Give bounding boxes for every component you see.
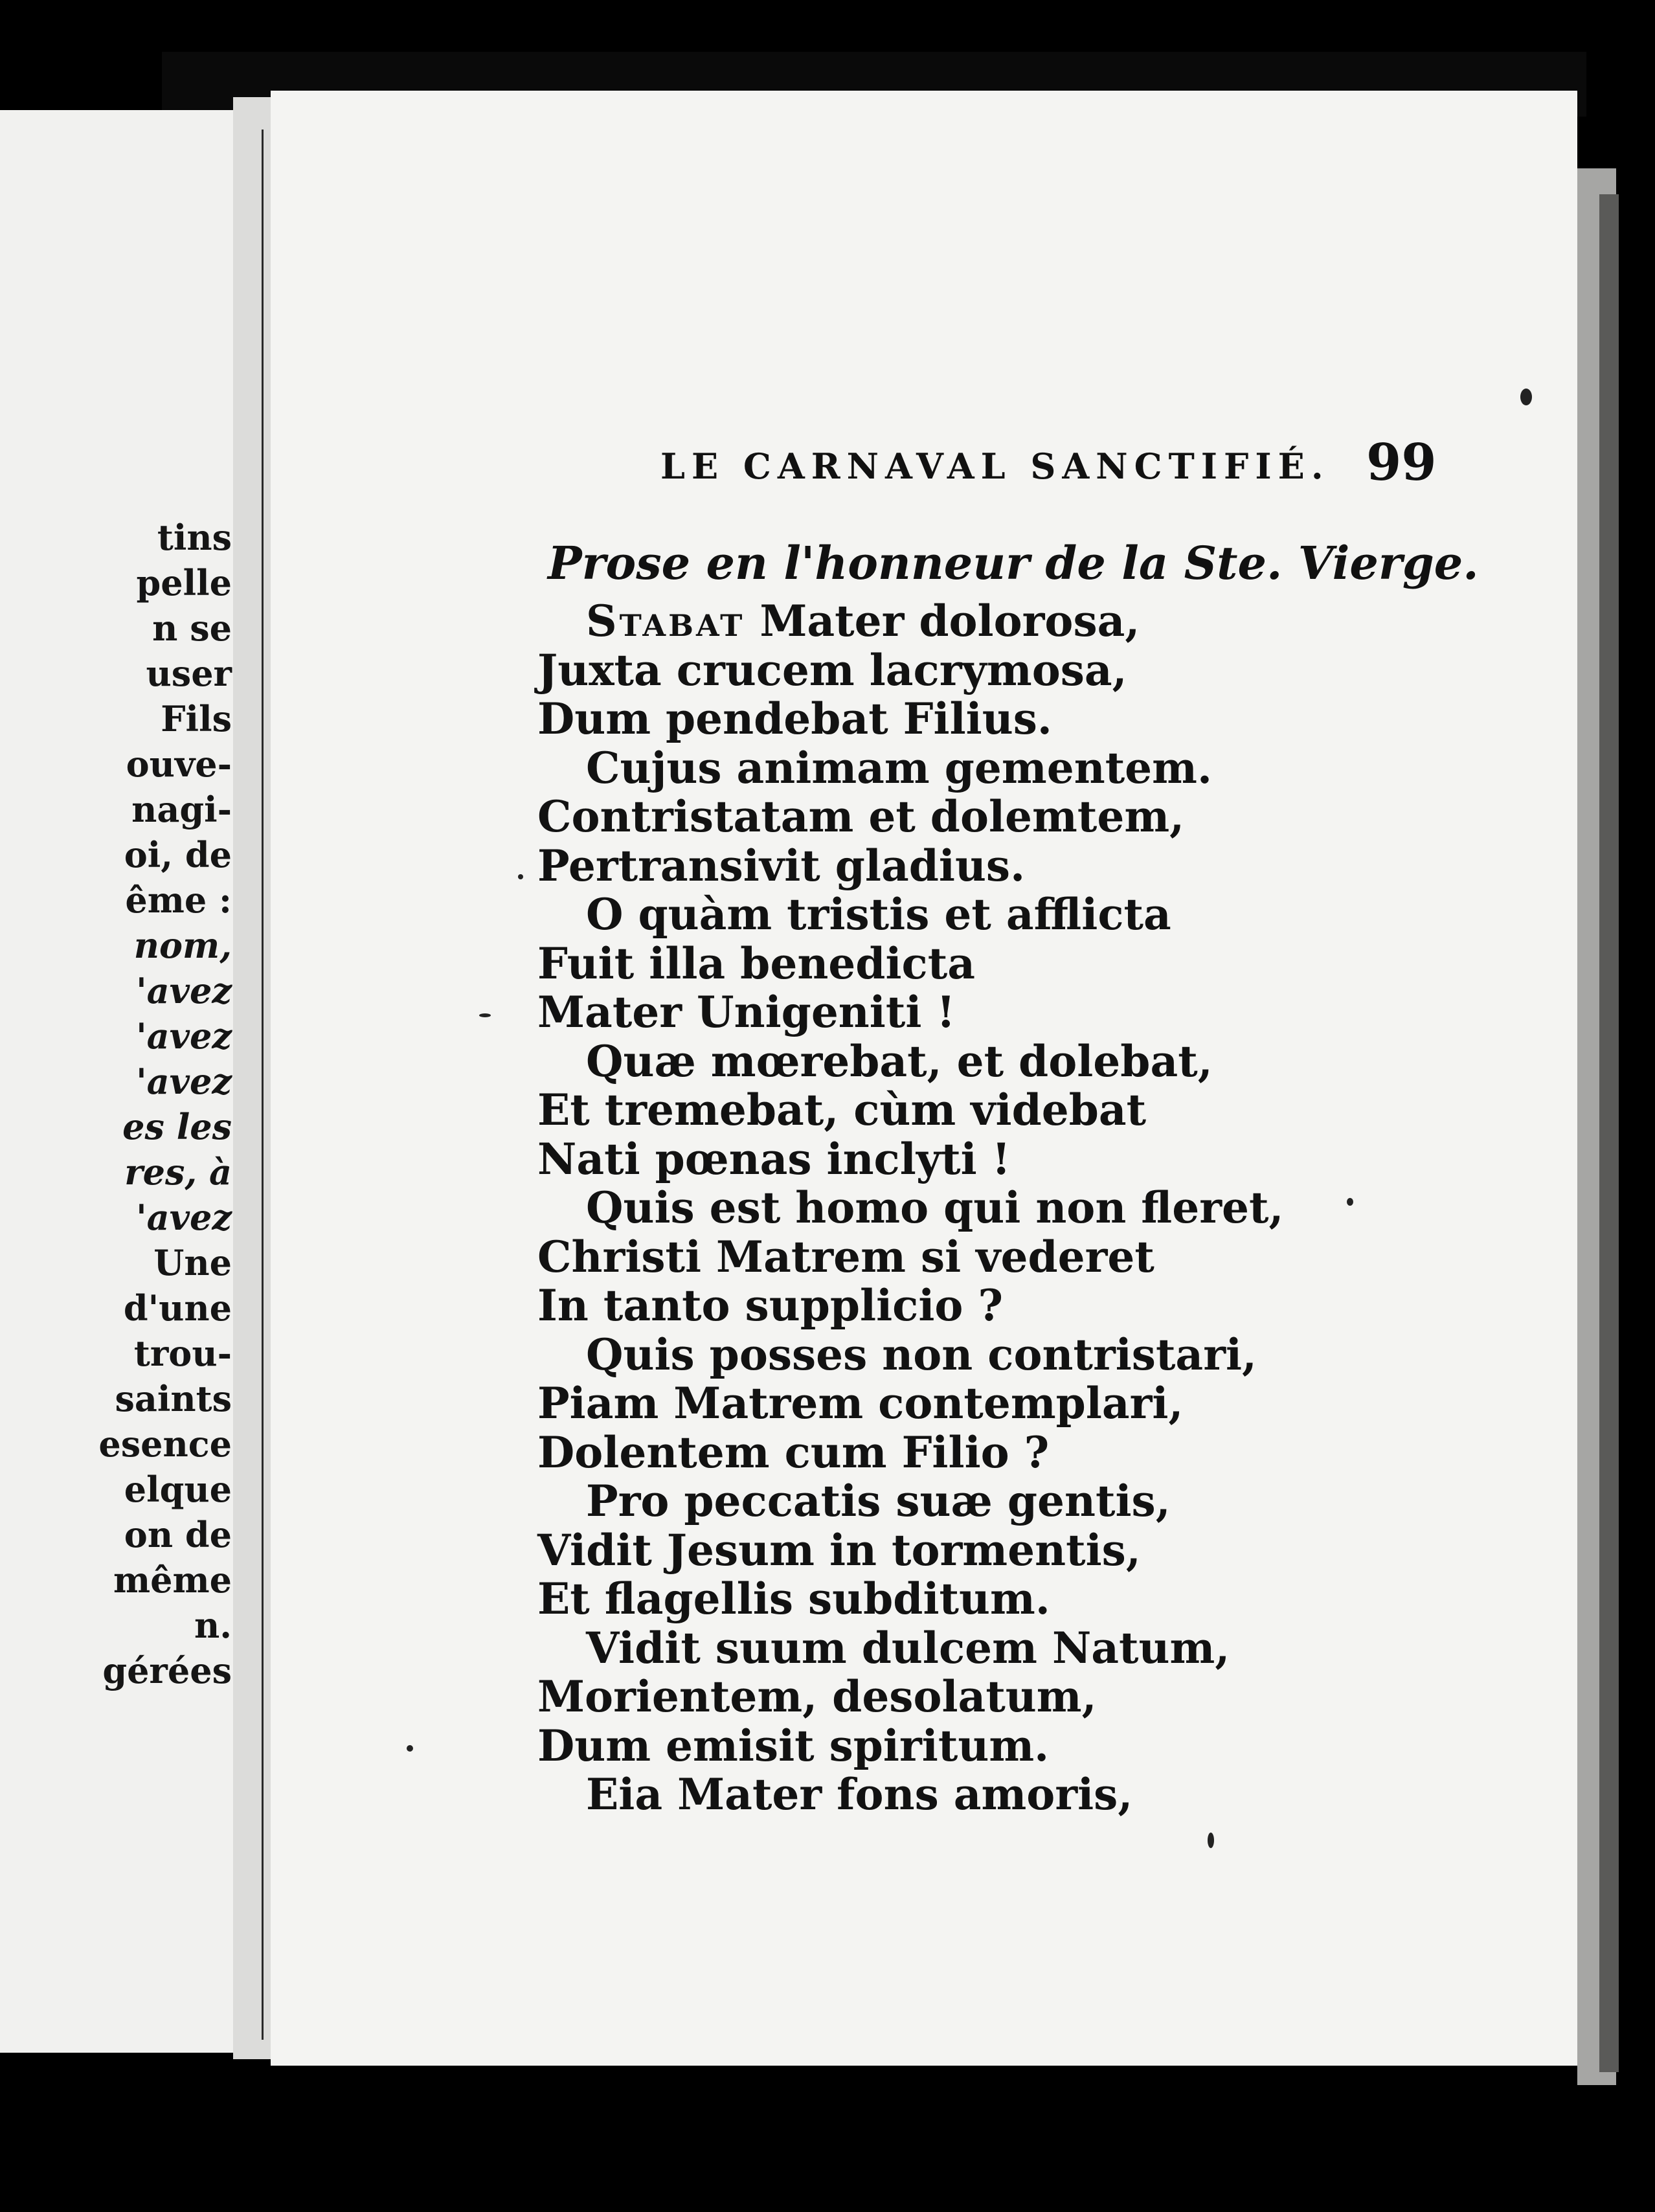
verse-line: Pro peccatis suæ gentis, [586, 1476, 1171, 1526]
verse-line: Quæ mœrebat, et dolebat, [586, 1036, 1213, 1087]
verse-initial-word: Stabat [586, 596, 745, 646]
verse-line: Quis posses non contristari, [586, 1329, 1257, 1380]
left-page-fragment: 'avez [136, 1197, 232, 1238]
verse-line [586, 596, 1140, 646]
verse-line: Dum pendebat Filius. [537, 694, 1052, 744]
verse-line-rest: Mater dolorosa, [745, 596, 1140, 646]
left-page-fragment: ême : [125, 879, 232, 921]
verse-line: Nati pœnas inclyti ! [537, 1134, 1011, 1184]
verse-line: Et flagellis subditum. [537, 1574, 1050, 1624]
ink-speck [1520, 389, 1532, 405]
left-page-fragment: on de [124, 1514, 232, 1555]
left-page-fragment: même [113, 1559, 232, 1601]
verse-line: Juxta crucem lacrymosa, [537, 645, 1127, 695]
left-page-fragment: nom, [133, 925, 232, 966]
verse-line: O quàm tristis et afflicta [586, 889, 1171, 940]
left-page-fragment: res, à [124, 1151, 232, 1193]
verse-line: Dum emisit spiritum. [537, 1721, 1050, 1771]
verse-line: Morientem, desolatum, [537, 1671, 1097, 1722]
verse-line: Pertransivit gladius. [537, 841, 1026, 891]
left-page-fragment: esence [98, 1423, 232, 1465]
left-page-fragment: 'avez [136, 1015, 232, 1057]
left-page-fragment: ouve- [126, 743, 232, 785]
verse-line: Et tremebat, cùm videbat [537, 1085, 1147, 1135]
ink-speck [479, 1013, 491, 1017]
verse-line: Vidit Jesum in tormentis, [537, 1525, 1141, 1575]
left-page-fragment: n se [152, 607, 232, 649]
left-page-fragment: saints [115, 1378, 232, 1419]
running-head: LE CARNAVAL SANCTIFIÉ. [660, 446, 1330, 487]
left-page-fragment: trou- [133, 1333, 232, 1374]
ink-speck [407, 1745, 413, 1752]
page-number: 99 [1366, 433, 1437, 492]
left-page-fragment: Fils [161, 698, 232, 739]
verse-line: Cujus animam gementem. [586, 743, 1212, 793]
left-page-fragment: elque [124, 1469, 232, 1510]
left-page [0, 110, 241, 2053]
left-page-fragment: n. [194, 1605, 232, 1646]
verse-line: In tanto supplicio ? [537, 1280, 1004, 1331]
prose-title: Prose en l'honneur de la Ste. Vierge. [548, 536, 1479, 590]
left-page-fragment: user [146, 653, 232, 694]
verse-line: Dolentem cum Filio ? [537, 1427, 1050, 1478]
verse-line: Eia Mater fons amoris, [586, 1769, 1133, 1820]
verse-line: Piam Matrem contemplari, [537, 1378, 1184, 1428]
left-page-fragment: nagi- [131, 789, 232, 830]
ink-speck [1208, 1833, 1214, 1848]
verse-line: Mater Unigeniti ! [537, 987, 956, 1037]
left-page-fragment: Une [153, 1242, 232, 1283]
verse-line: Fuit illa benedicta [537, 938, 975, 989]
gutter-fold-line [262, 130, 264, 2040]
left-page-fragment: tins [157, 517, 232, 558]
gutter [233, 97, 272, 2059]
left-page-fragment: d'une [123, 1287, 232, 1329]
verse-line: Quis est homo qui non fleret, [586, 1182, 1284, 1233]
left-page-fragment: gérées [102, 1650, 232, 1691]
verse-line: Vidit suum dulcem Natum, [586, 1623, 1230, 1673]
verse-line: Contristatam et dolemtem, [537, 791, 1185, 842]
left-page-fragment: 'avez [136, 1061, 232, 1102]
ink-speck [518, 874, 523, 879]
left-page-fragment: es les [122, 1106, 232, 1147]
left-page-fragment: pelle [136, 562, 232, 604]
left-page-fragment: 'avez [136, 970, 232, 1011]
verse-line: Christi Matrem si vederet [537, 1232, 1154, 1282]
ink-speck [1347, 1198, 1353, 1206]
left-page-fragment: oi, de [124, 834, 232, 875]
page-edge-shadow [1599, 194, 1619, 2072]
